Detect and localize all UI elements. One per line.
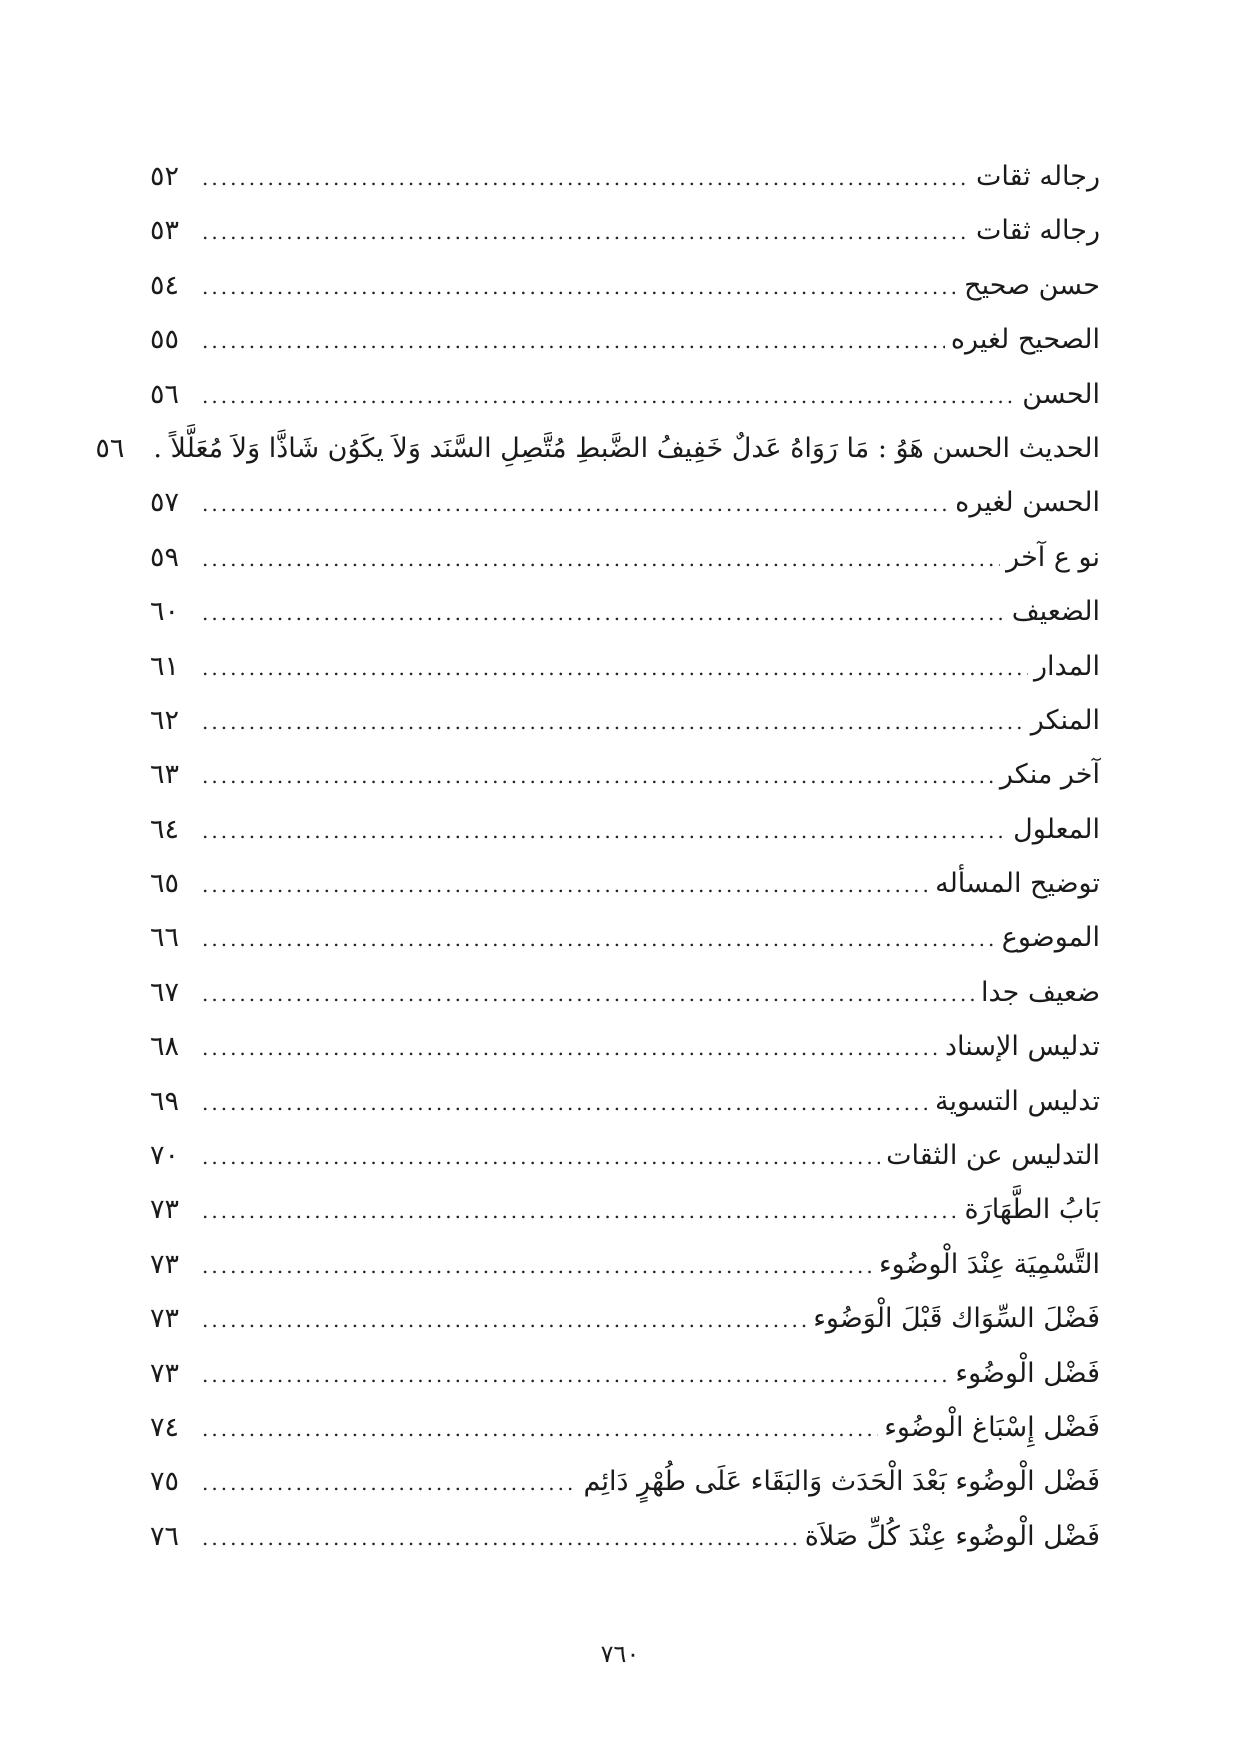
toc-entry-page: ٦٥ [150,868,180,900]
toc-entry [150,966,1100,1020]
toc-entry-title: الصحيح لغيره [950,324,1100,356]
toc-dot-leader [202,1511,799,1565]
toc-entry [150,150,1100,204]
toc-entry [150,476,1100,530]
toc-entry [150,1183,1100,1237]
toc-entry [150,1129,1100,1183]
toc-dot-leader [202,967,975,1021]
table-of-contents [95,150,1100,1564]
toc-dot-leader [202,695,1025,749]
toc-dot-leader [202,641,1028,695]
toc-dot-leader [202,804,1007,858]
toc-entry [150,1401,1100,1455]
toc-dot-leader [202,314,945,368]
toc-entry [150,640,1100,694]
toc-entry [150,694,1100,748]
toc-entry [150,1510,1100,1564]
toc-dot-leader [202,1402,878,1456]
toc-entry-page: ٦٦ [150,922,180,954]
toc-entry [150,204,1100,258]
toc-entry-title: حسن صحيح [964,269,1100,301]
toc-entry-page: ٦١ [150,650,180,682]
toc-entry [150,585,1100,639]
toc-entry [150,1075,1100,1129]
toc-dot-leader [202,1184,959,1238]
toc-entry-title: رجاله ثقات [975,161,1100,192]
toc-entry-page: ٦٨ [150,1031,180,1063]
toc-entry-page: ٦٠ [150,596,180,628]
toc-entry [95,422,1100,476]
toc-entry-page: ٦٢ [150,704,180,736]
toc-entry-page: ٧٣ [150,1357,180,1389]
toc-dot-leader [202,586,1006,640]
toc-entry-title: تدليس التسوية [935,1085,1100,1117]
toc-dot-leader [202,912,996,966]
toc-entry-page: ٧٣ [150,1303,180,1335]
toc-entry-title: الموضوع [1001,922,1100,954]
toc-entry-title: فَضْلَ السِّوَاك قَبْلَ الْوَضُوء [813,1303,1100,1335]
toc-entry-page: ٧٠ [150,1140,180,1172]
toc-entry-title: المدار [1033,650,1100,682]
toc-entry-title: نو ع آخر [1006,541,1100,573]
toc-entry-title: التَّسْمِيَة عِنْدَ الْوضُوء [878,1248,1100,1280]
toc-dot-leader [202,1130,880,1184]
toc-entry [150,1020,1100,1074]
toc-dot-leader [202,1021,939,1075]
toc-entry-page: ٥٦ [95,432,125,464]
toc-dot-leader [202,1348,949,1402]
toc-entry-page: ٧٤ [150,1411,180,1443]
toc-entry-page: ٥٢ [150,161,180,192]
toc-entry [150,313,1100,367]
toc-dot-leader [202,1456,578,1510]
toc-entry-page: ٥٦ [150,378,180,410]
toc-entry-page: ٥٣ [150,215,180,247]
toc-dot-leader [202,749,994,803]
toc-dot-leader [202,1293,807,1347]
toc-entry [150,259,1100,313]
toc-entry-title: تدليس الإسناد [945,1031,1100,1063]
toc-entry-page: ٧٣ [150,1248,180,1280]
toc-dot-leader [202,1239,873,1293]
toc-entry-title: الحديث الحسن هَوُ : مَا رَوَاهُ عَدلٌ خَفِيفُ الضَّبطِ مُتَّصِلِ السَّنَد وَلاَ يكَوُن شَاذَّا وَلاَ مُعَلَّلاً . [153,432,1100,464]
toc-entry-page: ٥٥ [150,324,180,356]
page-number: ٧٦٠ [600,1640,640,1668]
toc-entry-title: ضعيف جدا [981,976,1100,1008]
toc-entry [150,911,1100,965]
toc-dot-leader [202,260,958,314]
toc-entry-page: ٧٣ [150,1194,180,1226]
toc-entry-title: فَضْل الْوضُوء بَعْدَ الْحَدَث وَالبَقَاء عَلَى طُهْرٍ دَائِم [583,1466,1100,1498]
toc-entry-title: فَضْل إِسْبَاغ الْوضُوء [884,1411,1100,1443]
toc-entry-title: الحسن لغيره [955,487,1100,519]
toc-entry-page: ٦٣ [150,759,180,791]
toc-entry [150,531,1100,585]
toc-entry-page: ٥٩ [150,541,180,573]
toc-entry-title: آخر منكر [999,759,1100,791]
toc-entry-title: توضيح المسأله [935,868,1100,900]
toc-entry [150,803,1100,857]
toc-entry-page: ٧٦ [150,1520,180,1552]
toc-entry-page: ٥٤ [150,269,180,301]
toc-entry [150,1292,1100,1346]
toc-entry [150,857,1100,911]
toc-dot-leader [202,369,1016,423]
toc-entry-title: رجاله ثقات [975,215,1100,247]
toc-entry-title: الضعيف [1011,596,1100,628]
toc-entry-page: ٥٧ [150,487,180,519]
toc-entry-page: ٦٩ [150,1085,180,1117]
toc-entry [150,1238,1100,1292]
toc-entry-page: ٧٥ [150,1466,180,1498]
toc-entry-title: فَضْل الْوضُوء عِنْدَ كُلِّ صَلاَة [804,1520,1100,1552]
toc-entry [150,1455,1100,1509]
toc-entry-title: الحسن [1022,378,1100,410]
toc-entry-page: ٦٤ [150,813,180,845]
toc-entry [150,748,1100,802]
toc-entry [150,368,1100,422]
toc-dot-leader [202,1076,929,1130]
toc-entry-title: المعلول [1013,813,1100,845]
toc-dot-leader [202,477,949,531]
toc-entry-title: المنكر [1030,704,1100,736]
toc-entry-title: بَابُ الطَّهَارَة [964,1194,1100,1226]
toc-dot-leader [202,532,1000,586]
toc-entry-title: فَضْل الْوضُوء [955,1357,1100,1389]
toc-dot-leader [202,151,970,205]
toc-dot-leader [202,858,929,912]
toc-entry-title: التدليس عن الثقات [886,1140,1100,1172]
toc-entry-page: ٦٧ [150,976,180,1008]
toc-entry [150,1347,1100,1401]
toc-dot-leader [202,205,970,259]
